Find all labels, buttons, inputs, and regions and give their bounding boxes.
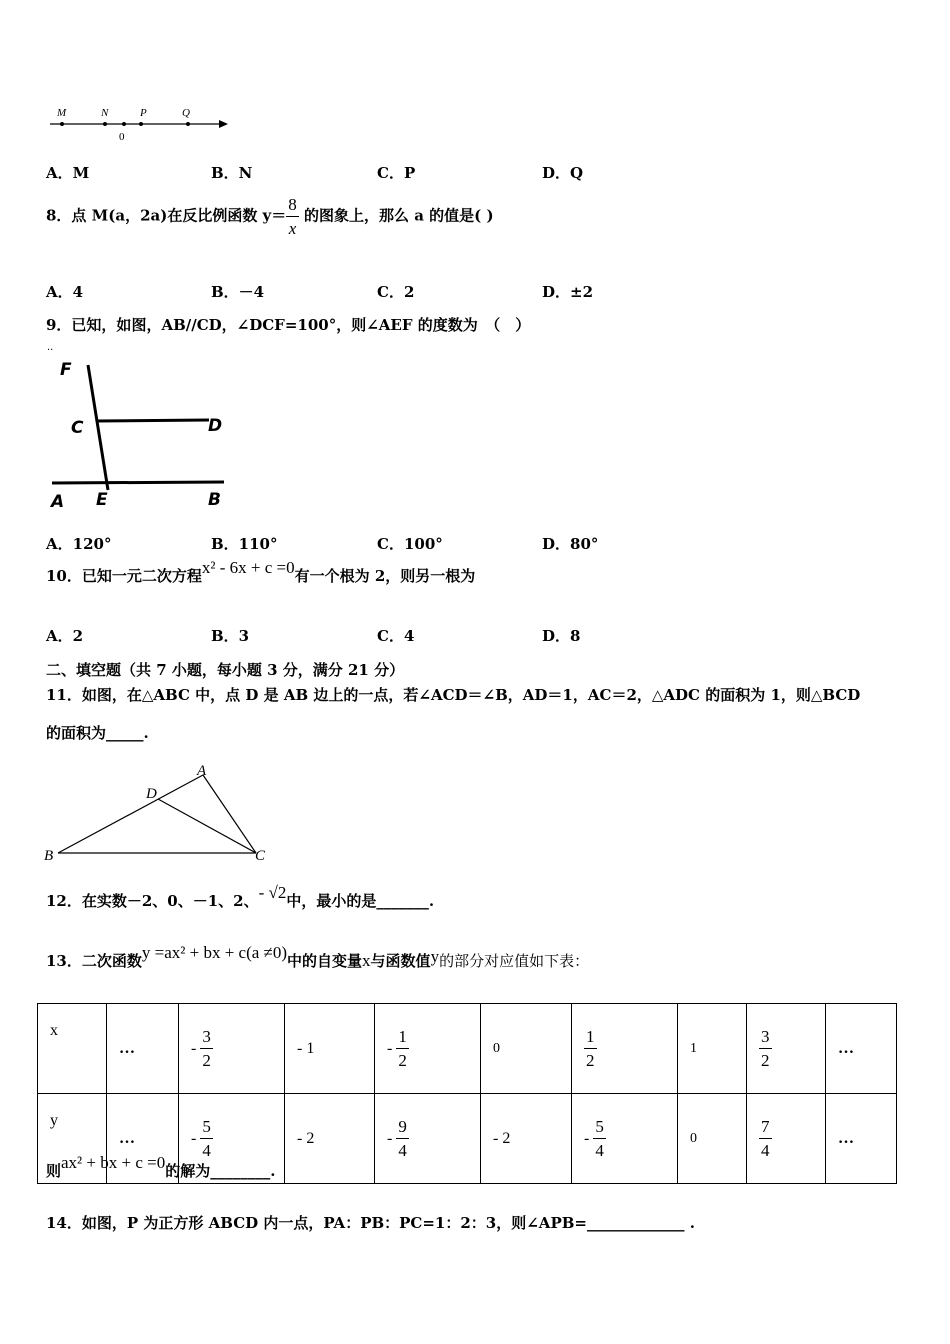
- label-a: A: [197, 763, 207, 779]
- q12-text-post: 中，最小的是_______.: [286, 892, 435, 910]
- q12-text-pre: 12．在实数－2、0、－1、2、: [46, 892, 259, 910]
- label-a: A: [51, 492, 65, 512]
- q10-text-post: 有一个根为 2，则另一根为: [294, 567, 476, 585]
- table-cell: [747, 1094, 826, 1184]
- table-cell: …: [107, 1094, 179, 1184]
- table-cell: - 2: [481, 1094, 572, 1184]
- table-cell: [375, 1094, 481, 1184]
- point-label-m: M: [57, 107, 67, 119]
- fraction-neg-1-2: - $\frac{1}{2}$: [387, 1027, 407, 1070]
- section-heading: 二、填空题（共 7 小题，每小题 3 分，满分 21 分）: [46, 661, 405, 679]
- fraction-neg-9-4: - $\frac{9}{4}$: [387, 1117, 407, 1160]
- fraction-neg-5-4: - $\frac{5}{4}$: [584, 1117, 604, 1160]
- question-12: [46, 883, 435, 911]
- q13-after-pre: 则: [46, 1162, 62, 1180]
- q13-after-post: 的解为________.: [165, 1162, 276, 1180]
- q9-option-c: C．100°: [377, 535, 443, 553]
- label-f: F: [60, 360, 72, 380]
- q13-equation: y =ax² + bx + c(a ≠0): [141, 943, 288, 962]
- q7-option-b: B．N: [211, 164, 253, 182]
- fraction-1-2: $\frac{1}{2}$: [586, 1027, 595, 1070]
- fraction-neg-5-4: - $\frac{5}{4}$: [191, 1117, 211, 1160]
- q12-radical: - √2: [258, 883, 287, 902]
- value-table: [37, 1003, 897, 1184]
- label-c: C: [255, 848, 266, 864]
- point-label-p: P: [140, 107, 147, 119]
- question-13-answer: [46, 1153, 276, 1181]
- q8-option-b: B．－4: [211, 283, 265, 301]
- q10-option-c: C．4: [377, 627, 415, 645]
- table-cell: [179, 1004, 285, 1094]
- q10-option-d: D．8: [542, 627, 581, 645]
- question-10: [46, 558, 476, 586]
- question-11-line1: 11．如图，在△ABC 中，点 D 是 AB 边上的一点，若∠ACD＝∠B，AD＝1，AC＝2，△ADC 的面积为 1，则△BCD: [46, 686, 861, 704]
- q8-text-post: 的图象上，那么 a 的值是( ): [298, 206, 494, 225]
- table-row-x: [38, 1004, 897, 1094]
- q13-text-post: 的部分对应值如下表：: [439, 952, 590, 970]
- label-e: E: [96, 490, 108, 510]
- table-cell: 0: [678, 1094, 747, 1184]
- q10-equation: x² - 6x + c =0: [201, 558, 295, 577]
- question-8: [46, 196, 494, 237]
- question-13: [46, 943, 590, 971]
- label-c: C: [71, 418, 84, 438]
- table-cell: - 2: [285, 1094, 375, 1184]
- q7-option-c: C．P: [377, 164, 416, 182]
- q13-text-mid: 中的自变量: [287, 952, 363, 970]
- q13-var-y: y: [430, 947, 440, 966]
- label-b: B: [208, 490, 221, 510]
- label-b: B: [44, 848, 54, 864]
- fraction-3-2: $\frac{3}{2}$: [761, 1027, 770, 1070]
- q10-option-a: A．2: [46, 627, 84, 645]
- q9-option-d: D．80°: [542, 535, 599, 553]
- table-cell: 1: [678, 1004, 747, 1094]
- table-cell: [572, 1094, 678, 1184]
- table-cell: y: [38, 1094, 107, 1184]
- q8-option-d: D．±2: [542, 283, 594, 301]
- q13-text-mid2: 与函数值: [370, 952, 431, 970]
- number-line-figure: [45, 100, 235, 145]
- label-d: D: [208, 416, 223, 436]
- table-cell: 0: [481, 1004, 572, 1094]
- table-cell: [572, 1004, 678, 1094]
- fraction-7-4: $\frac{7}{4}$: [761, 1117, 770, 1160]
- q10-text-pre: 10．已知一元二次方程: [46, 567, 202, 585]
- q7-option-d: D．Q: [542, 164, 584, 182]
- q9-option-b: B．110°: [211, 535, 278, 553]
- svg-text:··: ··: [47, 345, 54, 356]
- fraction-neg-3-2: - $\frac{3}{2}$: [191, 1027, 211, 1070]
- table-cell: …: [826, 1004, 897, 1094]
- question-9: 9．已知，如图，AB//CD，∠DCF=100°，则∠AEF 的度数为 （ ）: [46, 316, 531, 334]
- q10-option-b: B．3: [211, 627, 250, 645]
- q8-option-a: A．4: [46, 283, 84, 301]
- table-cell: …: [826, 1094, 897, 1184]
- triangle-figure: [40, 760, 280, 870]
- q8-text-pre: 8．点 M(a，2a)在反比例函数 y＝: [46, 206, 287, 225]
- q7-option-a: A．M: [46, 164, 90, 182]
- parallel-lines-figure: [44, 345, 234, 515]
- table-cell: …: [107, 1004, 179, 1094]
- q8-option-c: C．2: [377, 283, 415, 301]
- table-cell: [375, 1004, 481, 1094]
- origin-label: 0: [119, 131, 125, 143]
- point-label-n: N: [101, 107, 109, 119]
- question-14: 14．如图，P 为正方形 ABCD 内一点，PA：PB：PC=1：2：3，则∠APB=_____________ .: [46, 1214, 695, 1232]
- table-cell: x: [38, 1004, 107, 1094]
- question-11-line2: 的面积为_____.: [46, 724, 149, 742]
- q13-text-pre: 13．二次函数: [46, 952, 142, 970]
- q13-after-equation: ax² + bx + c =0: [61, 1153, 166, 1172]
- table-cell: - 1: [285, 1004, 375, 1094]
- q8-fraction: $\frac{8}{x}$: [288, 195, 297, 238]
- point-label-q: Q: [182, 107, 190, 119]
- q9-option-a: A．120°: [46, 535, 112, 553]
- table-cell: [747, 1004, 826, 1094]
- q13-var-x: x: [362, 951, 371, 970]
- label-d: D: [146, 786, 157, 802]
